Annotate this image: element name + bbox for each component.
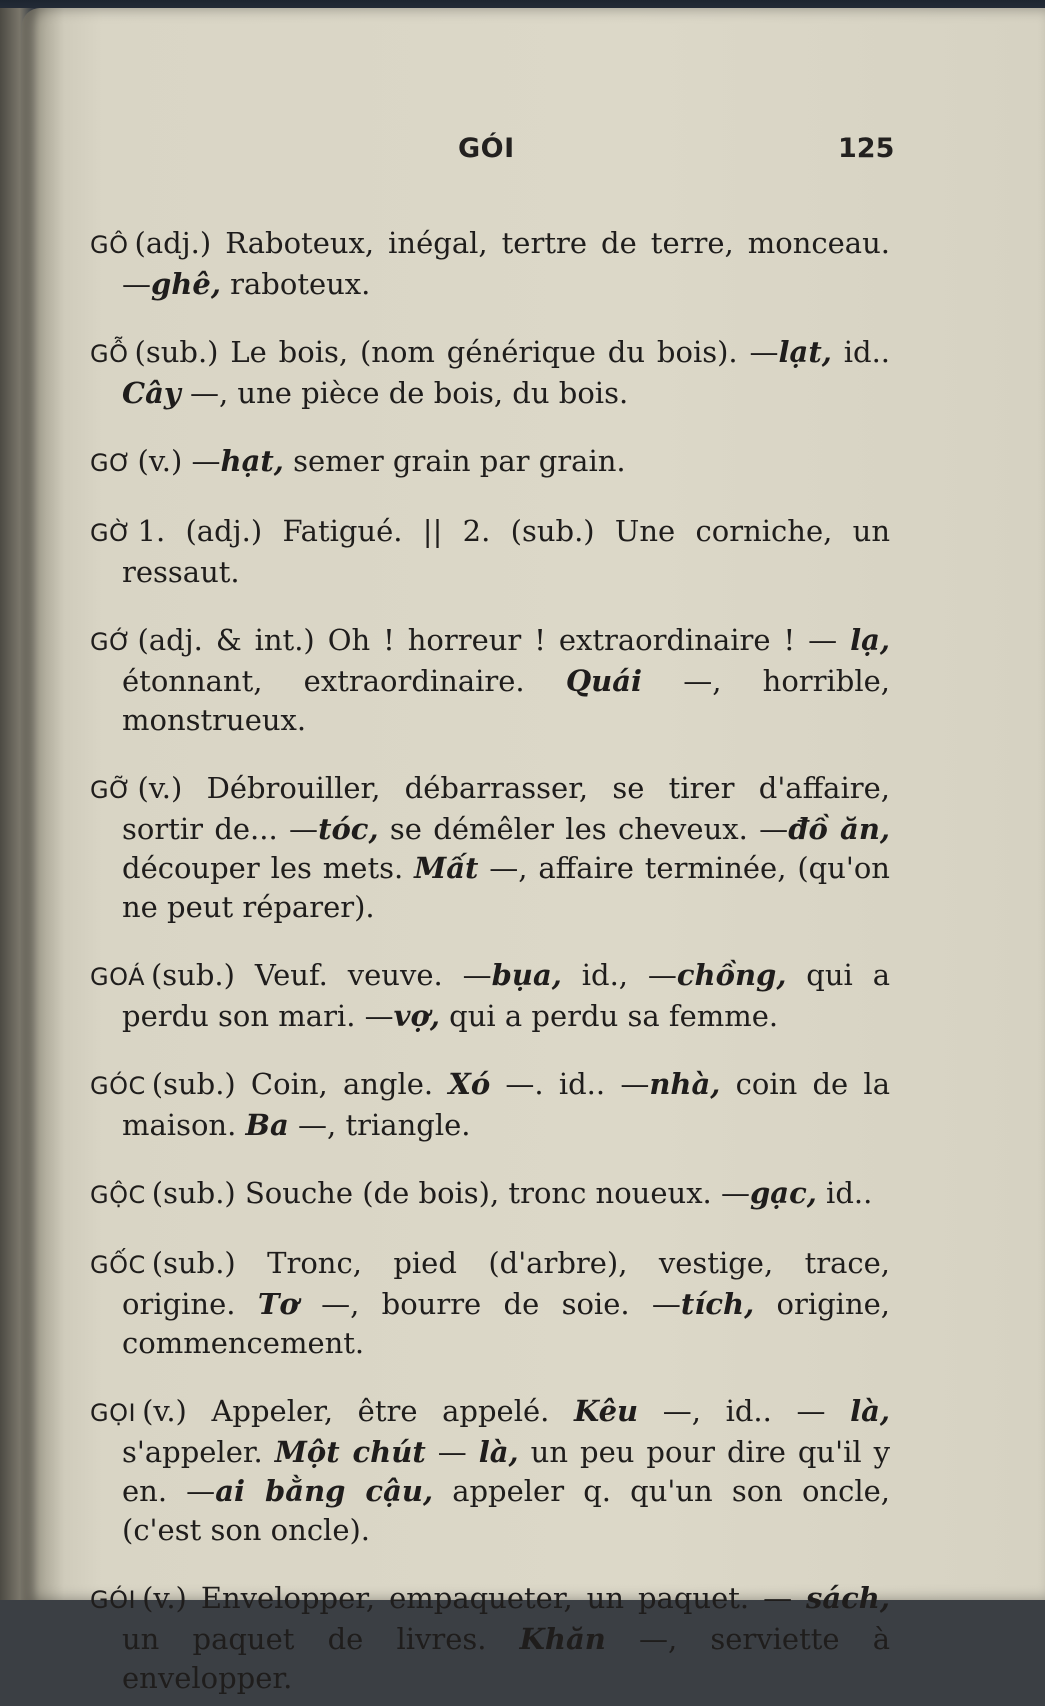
definition-text: —, serviette à envelopper. bbox=[122, 1622, 890, 1695]
entry-headword: GỌI bbox=[90, 1399, 137, 1427]
vietnamese-term: Kêu bbox=[574, 1394, 639, 1428]
definition-text: qui a perdu son mari. — bbox=[122, 958, 890, 1033]
definition-text: (sub.) Coin, angle. bbox=[151, 1067, 449, 1101]
definition-text: —, affaire terminée, (qu'on ne peut réparer). bbox=[122, 851, 890, 924]
vietnamese-term: chồng, bbox=[676, 958, 787, 992]
vietnamese-term: gạc, bbox=[750, 1176, 817, 1210]
definition-text: (adj. & int.) Oh ! horreur ! extraordinaire ! — bbox=[137, 623, 851, 657]
vietnamese-term: Khăn bbox=[519, 1622, 606, 1656]
definition-text: id., — bbox=[561, 958, 677, 992]
vietnamese-term: là, bbox=[850, 1394, 890, 1428]
vietnamese-term: Quái bbox=[565, 664, 643, 698]
running-head: GÓI bbox=[458, 133, 515, 164]
dictionary-entry bbox=[90, 512, 890, 592]
definition-text: (sub.) Tronc, pied (d'arbre), vestige, trace, origine. bbox=[122, 1246, 890, 1321]
definition-text: 1. (adj.) Fatigué. || 2. (sub.) Une corniche, un ressaut. bbox=[122, 514, 890, 589]
definition-text: (v.) Envelopper, empaqueter, un paquet. — bbox=[142, 1581, 807, 1615]
dictionary-entry bbox=[90, 333, 890, 413]
dictionary-entry bbox=[90, 442, 890, 483]
dictionary-entry bbox=[90, 1065, 890, 1145]
definition-text: (v.) Débrouiller, débarrasser, se tirer d'affaire, sortir de... — bbox=[122, 771, 890, 846]
vietnamese-term: Xó bbox=[448, 1067, 491, 1101]
definition-text: (sub.) Souche (de bois), tronc noueux. — bbox=[151, 1176, 750, 1210]
definition-text: raboteux. bbox=[220, 267, 371, 301]
vietnamese-term: vợ, bbox=[393, 999, 440, 1033]
definition-text: id.. bbox=[816, 1176, 873, 1210]
entry-headword: GỘC bbox=[90, 1181, 146, 1209]
vietnamese-term: hạt, bbox=[220, 444, 284, 478]
definition-text: (v.) — bbox=[137, 444, 221, 478]
definition-text: découper les mets. bbox=[122, 851, 415, 885]
entry-headword: GÓC bbox=[90, 1072, 146, 1100]
vietnamese-term: sách, bbox=[806, 1581, 890, 1615]
dictionary-entries bbox=[90, 195, 890, 1706]
vietnamese-term: tích, bbox=[680, 1287, 755, 1321]
vietnamese-term: tóc, bbox=[318, 812, 379, 846]
vietnamese-term: Mất bbox=[414, 851, 479, 885]
vietnamese-term: Một chút bbox=[274, 1435, 426, 1469]
entry-headword: GỚ bbox=[90, 628, 132, 656]
entry-headword: GỐC bbox=[90, 1251, 146, 1279]
page-header bbox=[0, 133, 1045, 173]
definition-text: id.. bbox=[831, 335, 891, 369]
definition-text: (sub.) Le bois, (nom générique du bois). — bbox=[134, 335, 779, 369]
definition-text: origine, commencement. bbox=[122, 1287, 891, 1360]
definition-text: (sub.) Veuf. veuve. — bbox=[150, 958, 492, 992]
dictionary-entry bbox=[90, 1174, 890, 1215]
dictionary-entry bbox=[90, 224, 890, 304]
entry-headword: GOÁ bbox=[90, 963, 145, 991]
definition-text: —, bourre de soie. — bbox=[298, 1287, 681, 1321]
definition-text: un peu pour dire qu'il y en. — bbox=[122, 1435, 891, 1508]
vietnamese-term: lạ, bbox=[850, 623, 890, 657]
dictionary-entry bbox=[90, 1392, 890, 1550]
vietnamese-term: ghê, bbox=[151, 267, 221, 301]
vietnamese-term: Tơ bbox=[257, 1287, 299, 1321]
definition-text: semer grain par grain. bbox=[283, 444, 626, 478]
dictionary-entry bbox=[90, 956, 890, 1036]
vietnamese-term: ai bằng cậu, bbox=[215, 1474, 434, 1508]
definition-text: se démêler les cheveux. — bbox=[378, 812, 789, 846]
book-gutter bbox=[0, 8, 36, 1600]
vietnamese-term: Ba bbox=[245, 1108, 289, 1142]
dictionary-entry bbox=[90, 1579, 890, 1698]
entry-headword: GỖ bbox=[90, 340, 129, 368]
entry-headword: GÔ bbox=[90, 231, 129, 259]
vietnamese-term: là, bbox=[478, 1435, 519, 1469]
vietnamese-term: đồ ăn, bbox=[788, 812, 890, 846]
vietnamese-term: lạt, bbox=[778, 335, 832, 369]
definition-text: appeler q. qu'un son oncle, (c'est son oncle). bbox=[122, 1474, 891, 1547]
definition-text: (adj.) Raboteux, inégal, tertre de terre, monceau. — bbox=[122, 226, 890, 301]
definition-text: —, horrible, monstrueux. bbox=[122, 664, 891, 737]
page-number: 125 bbox=[838, 133, 895, 164]
definition-text: s'appeler. bbox=[122, 1435, 275, 1469]
dictionary-entry bbox=[90, 1244, 890, 1363]
vietnamese-term: bụa, bbox=[491, 958, 562, 992]
entry-headword: GỠ bbox=[90, 776, 132, 804]
definition-text: —, une pièce de bois, du bois. bbox=[180, 376, 629, 410]
entry-headword: GÓI bbox=[90, 1586, 137, 1614]
definition-text: (v.) Appeler, être appelé. bbox=[142, 1394, 574, 1428]
vietnamese-term: Cây bbox=[122, 376, 181, 410]
vietnamese-term: nhà, bbox=[649, 1067, 721, 1101]
entry-headword: GỜ bbox=[90, 519, 132, 547]
definition-text: un paquet de livres. bbox=[122, 1622, 520, 1656]
definition-text: qui a perdu sa femme. bbox=[439, 999, 779, 1033]
definition-text: —, id.. — bbox=[638, 1394, 851, 1428]
definition-text: — bbox=[425, 1435, 479, 1469]
entry-headword: GƠ bbox=[90, 449, 132, 477]
definition-text: —. id.. — bbox=[490, 1067, 650, 1101]
dictionary-entry bbox=[90, 769, 890, 927]
definition-text: —, triangle. bbox=[288, 1108, 471, 1142]
dictionary-entry bbox=[90, 621, 890, 740]
definition-text: étonnant, extraordinaire. bbox=[122, 664, 566, 698]
definition-text: coin de la maison. bbox=[122, 1067, 890, 1142]
